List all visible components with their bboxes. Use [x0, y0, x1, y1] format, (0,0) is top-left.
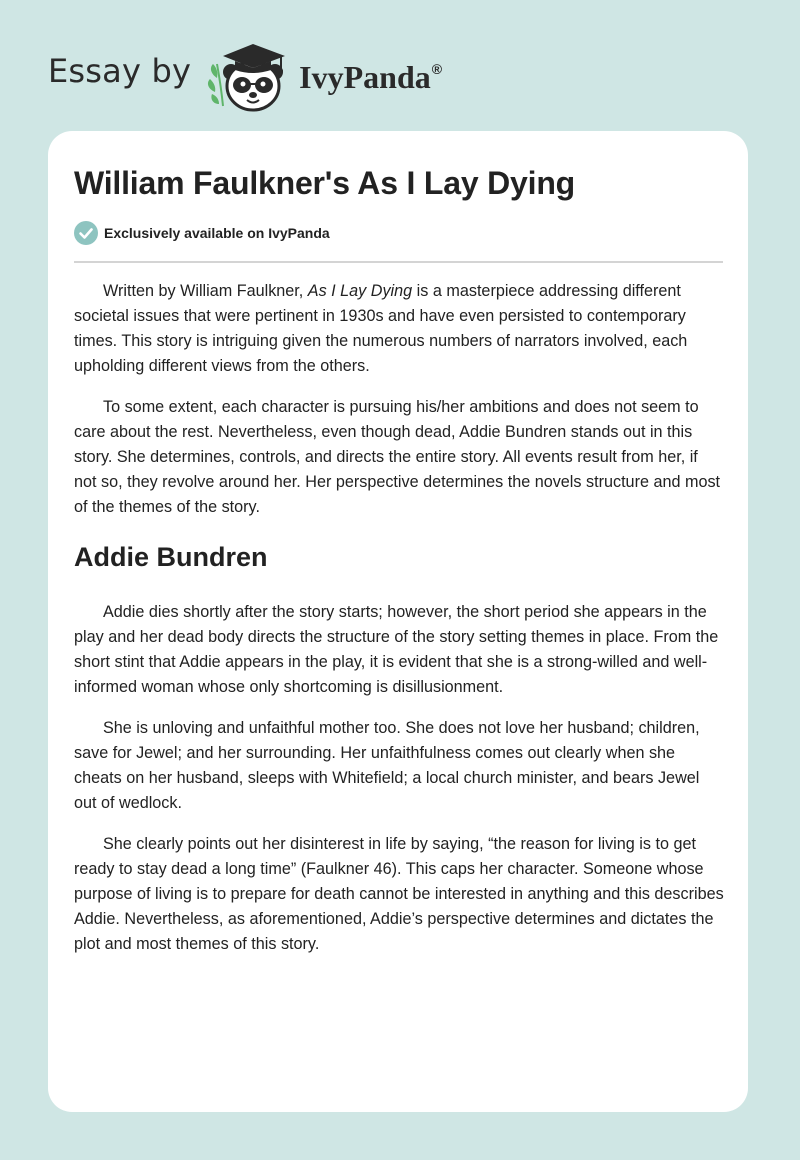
- book-title-italic: As I Lay Dying: [307, 282, 413, 300]
- divider: [74, 261, 723, 263]
- exclusive-badge: [74, 221, 330, 245]
- page-title: William Faulkner's As I Lay Dying: [74, 165, 576, 201]
- essay-body: [74, 279, 724, 973]
- section-heading: Addie Bundren: [74, 542, 268, 572]
- paragraph-1-end: is a masterpiece addressing different societal issues that were pertinent in 1930s and have even persisted to contemporary times. This story is intriguing given the numerous numbers of narrators involved, each upholding different views from the others.: [74, 282, 688, 375]
- paragraph-4: She is unloving and unfaithful mother too. She does not love her husband; children, save for Jewel; and her surrounding. Her unfaithfulness comes out clearly when she cheats on her husband, sleeps with Whitefield; a local church minister, and bears Jewel out of wedlock.: [74, 719, 700, 812]
- paragraph-2: To some extent, each character is pursuing his/her ambitions and does not seem to care about the rest. Nevertheless, even though dead, Addie Bundren stands out in this story. She determines, controls, and directs the entire story. All events result from her, if not so, they revolve around her. Her perspective determines the novels structure and most of the themes of the story.: [74, 398, 721, 516]
- logo-wordmark[interactable]: [299, 59, 442, 96]
- check-circle-icon: [74, 221, 98, 245]
- essay-by-label: Essay by: [48, 52, 192, 90]
- badge-label: Exclusively available on IvyPanda: [104, 225, 330, 241]
- logo-name: IvyPanda: [299, 58, 431, 95]
- paragraph-1-start: Written by William Faulkner,: [103, 282, 308, 300]
- paragraph-5: She clearly points out her disinterest in life by saying, “the reason for living is to get ready to stay dead a long time” (Faulkner 46). This caps her character. Someone whose purpose of living is to prepare for death cannot be interested in anything and this describes Addie. Nevertheless, as aforementioned, Addie’s perspective determines and dictates the plot and most themes of this story.: [74, 835, 724, 953]
- panda-graduate-icon[interactable]: [205, 34, 297, 114]
- essay-card: [48, 131, 748, 1112]
- paragraph-1: [74, 279, 724, 379]
- site-header: [48, 34, 442, 114]
- registered-mark: ®: [431, 60, 443, 77]
- paragraph-3: Addie dies shortly after the story starts; however, the short period she appears in the play and her dead body directs the structure of the story setting themes in place. From the short stint that Addie appears in the play, it is evident that she is a strong-willed and well-informed woman whose only shortcoming is disillusionment.: [74, 603, 719, 696]
